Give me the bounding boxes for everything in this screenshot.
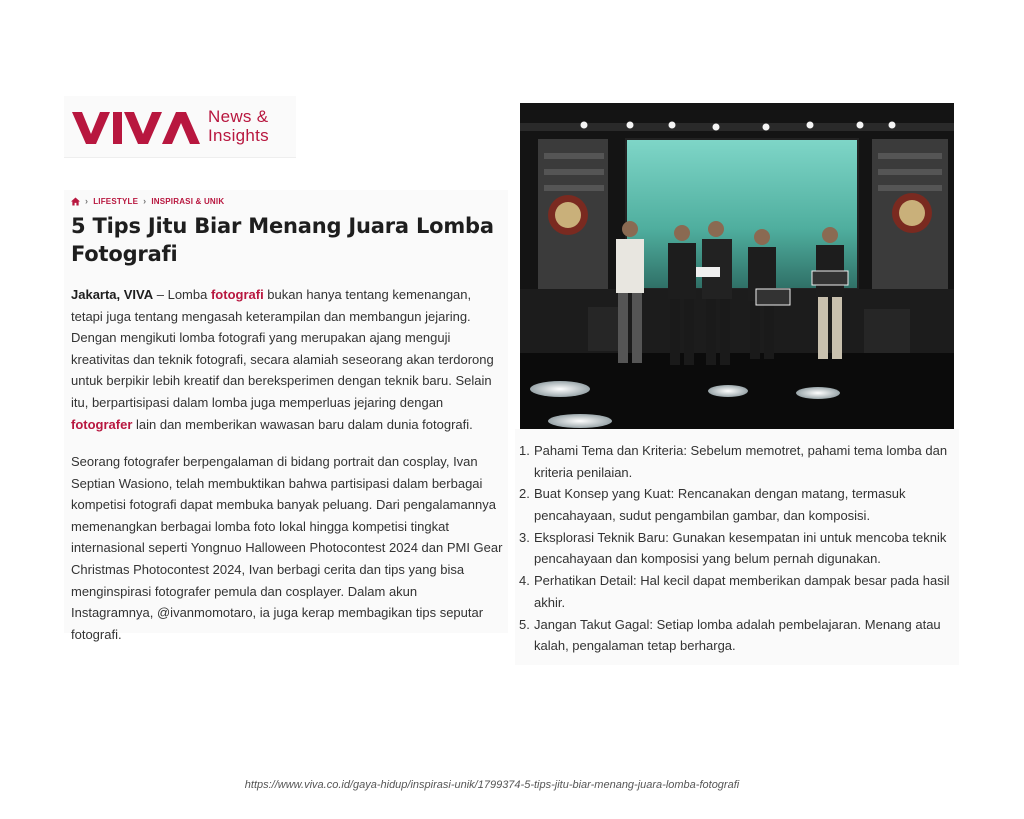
list-item: [519, 483, 954, 526]
list-item: [519, 570, 954, 613]
list-item-number: 3.: [519, 529, 530, 545]
list-item-number: 2.: [519, 486, 530, 502]
breadcrumb-item-lifestyle[interactable]: LIFESTYLE: [93, 196, 139, 206]
article-photo: [520, 103, 954, 429]
stage-photo-illustration: [520, 103, 954, 429]
article-main: [64, 190, 508, 642]
article-paragraph-2: Seorang fotografer berpengalaman di bidang portrait dan cosplay, Ivan Septian Wasiono, telah membuktikan bahwa partisipasi dalam berbagai kompetisi fotografi dapat membuka banyak peluang. Dari pengalamannya memenangkan berbagai lomba foto lokal hingga kompetisi tingkat internasional seperti Yongnuo Halloween Photocontest 2024 dan PMI Gear Christmas Photocontest 2024, Ivan berbagi cerita dan tips yang bisa menginspirasi fotografer pemula dan cosplayer. Dalam akun Instagramnya, @ivanmomotaro, ia juga kerap membagikan tips seputar fotografi.: [71, 454, 503, 642]
tips-section: [515, 429, 959, 665]
breadcrumb: [71, 196, 224, 206]
list-item-text: Eksplorasi Teknik Baru: Gunakan kesempatan ini untuk mencoba teknik pencahayaan dan komposisi yang belum pernah digunakan.: [534, 529, 947, 567]
source-url: https://www.viva.co.id/gaya-hidup/inspirasi-unik/1799374-5-tips-jitu-biar-menang-juara-lomba-fotografi: [244, 779, 740, 791]
paragraph-text: – Lomba: [153, 287, 211, 302]
paragraph-text: bukan hanya tentang kemenangan, tetapi juga tentang mengasah keterampilan dan membangun jejaring. Dengan mengikuti lomba fotografi yang merupakan ajang menguji kreativitas dan teknik fotografi, secara alamiah seseorang akan terdorong untuk berpikir lebih kreatif dan bereksperimen dengan teknik baru. Selain itu, berpartisipasi dalam lomba juga memperluas jejaring dengan: [71, 287, 494, 410]
tips-list: [519, 440, 954, 657]
list-item-text: Perhatikan Detail: Hal kecil dapat memberikan dampak besar pada hasil akhir.: [534, 573, 950, 610]
list-item-number: 4.: [519, 573, 530, 589]
list-item-number: 5.: [519, 616, 530, 632]
list-item: [519, 614, 954, 657]
article-paragraph-1: [71, 284, 503, 435]
article-title: 5 Tips Jitu Biar Menang Juara Lomba Fotografi: [71, 214, 494, 266]
viva-wordmark: [72, 108, 202, 146]
list-item-number: 1.: [519, 443, 530, 458]
logo-tagline: [208, 107, 269, 145]
list-item-text: Buat Konsep yang Kuat: Rencanakan dengan matang, termasuk pencahayaan, sudut pengambilan gambar, dan komposisi.: [534, 486, 906, 523]
link-fotografi[interactable]: fotografi: [210, 287, 264, 302]
link-fotografer[interactable]: fotografer: [71, 416, 133, 432]
list-item: [519, 440, 954, 483]
logo-tagline-line1: News &: [208, 107, 269, 126]
list-item-text: Jangan Takut Gagal: Setiap lomba adalah pembelajaran. Menang atau kalah, pengalaman tetap berharga.: [534, 616, 941, 654]
breadcrumb-item-inspirasi[interactable]: INSPIRASI & UNIK: [151, 196, 225, 206]
list-item: [519, 527, 954, 570]
list-item-text: Pahami Tema dan Kriteria: Sebelum memotret, pahami tema lomba dan kriteria penilaian.: [534, 443, 948, 480]
logo-tagline-line2: Insights: [208, 126, 269, 145]
dateline: Jakarta, VIVA: [71, 287, 154, 302]
home-icon[interactable]: [71, 197, 80, 206]
site-logo[interactable]: [64, 96, 296, 158]
paragraph-text: lain dan memberikan wawasan baru dalam dunia fotografi.: [132, 416, 473, 432]
chevron-right-icon: ›: [143, 196, 147, 206]
chevron-right-icon: ›: [85, 196, 89, 206]
